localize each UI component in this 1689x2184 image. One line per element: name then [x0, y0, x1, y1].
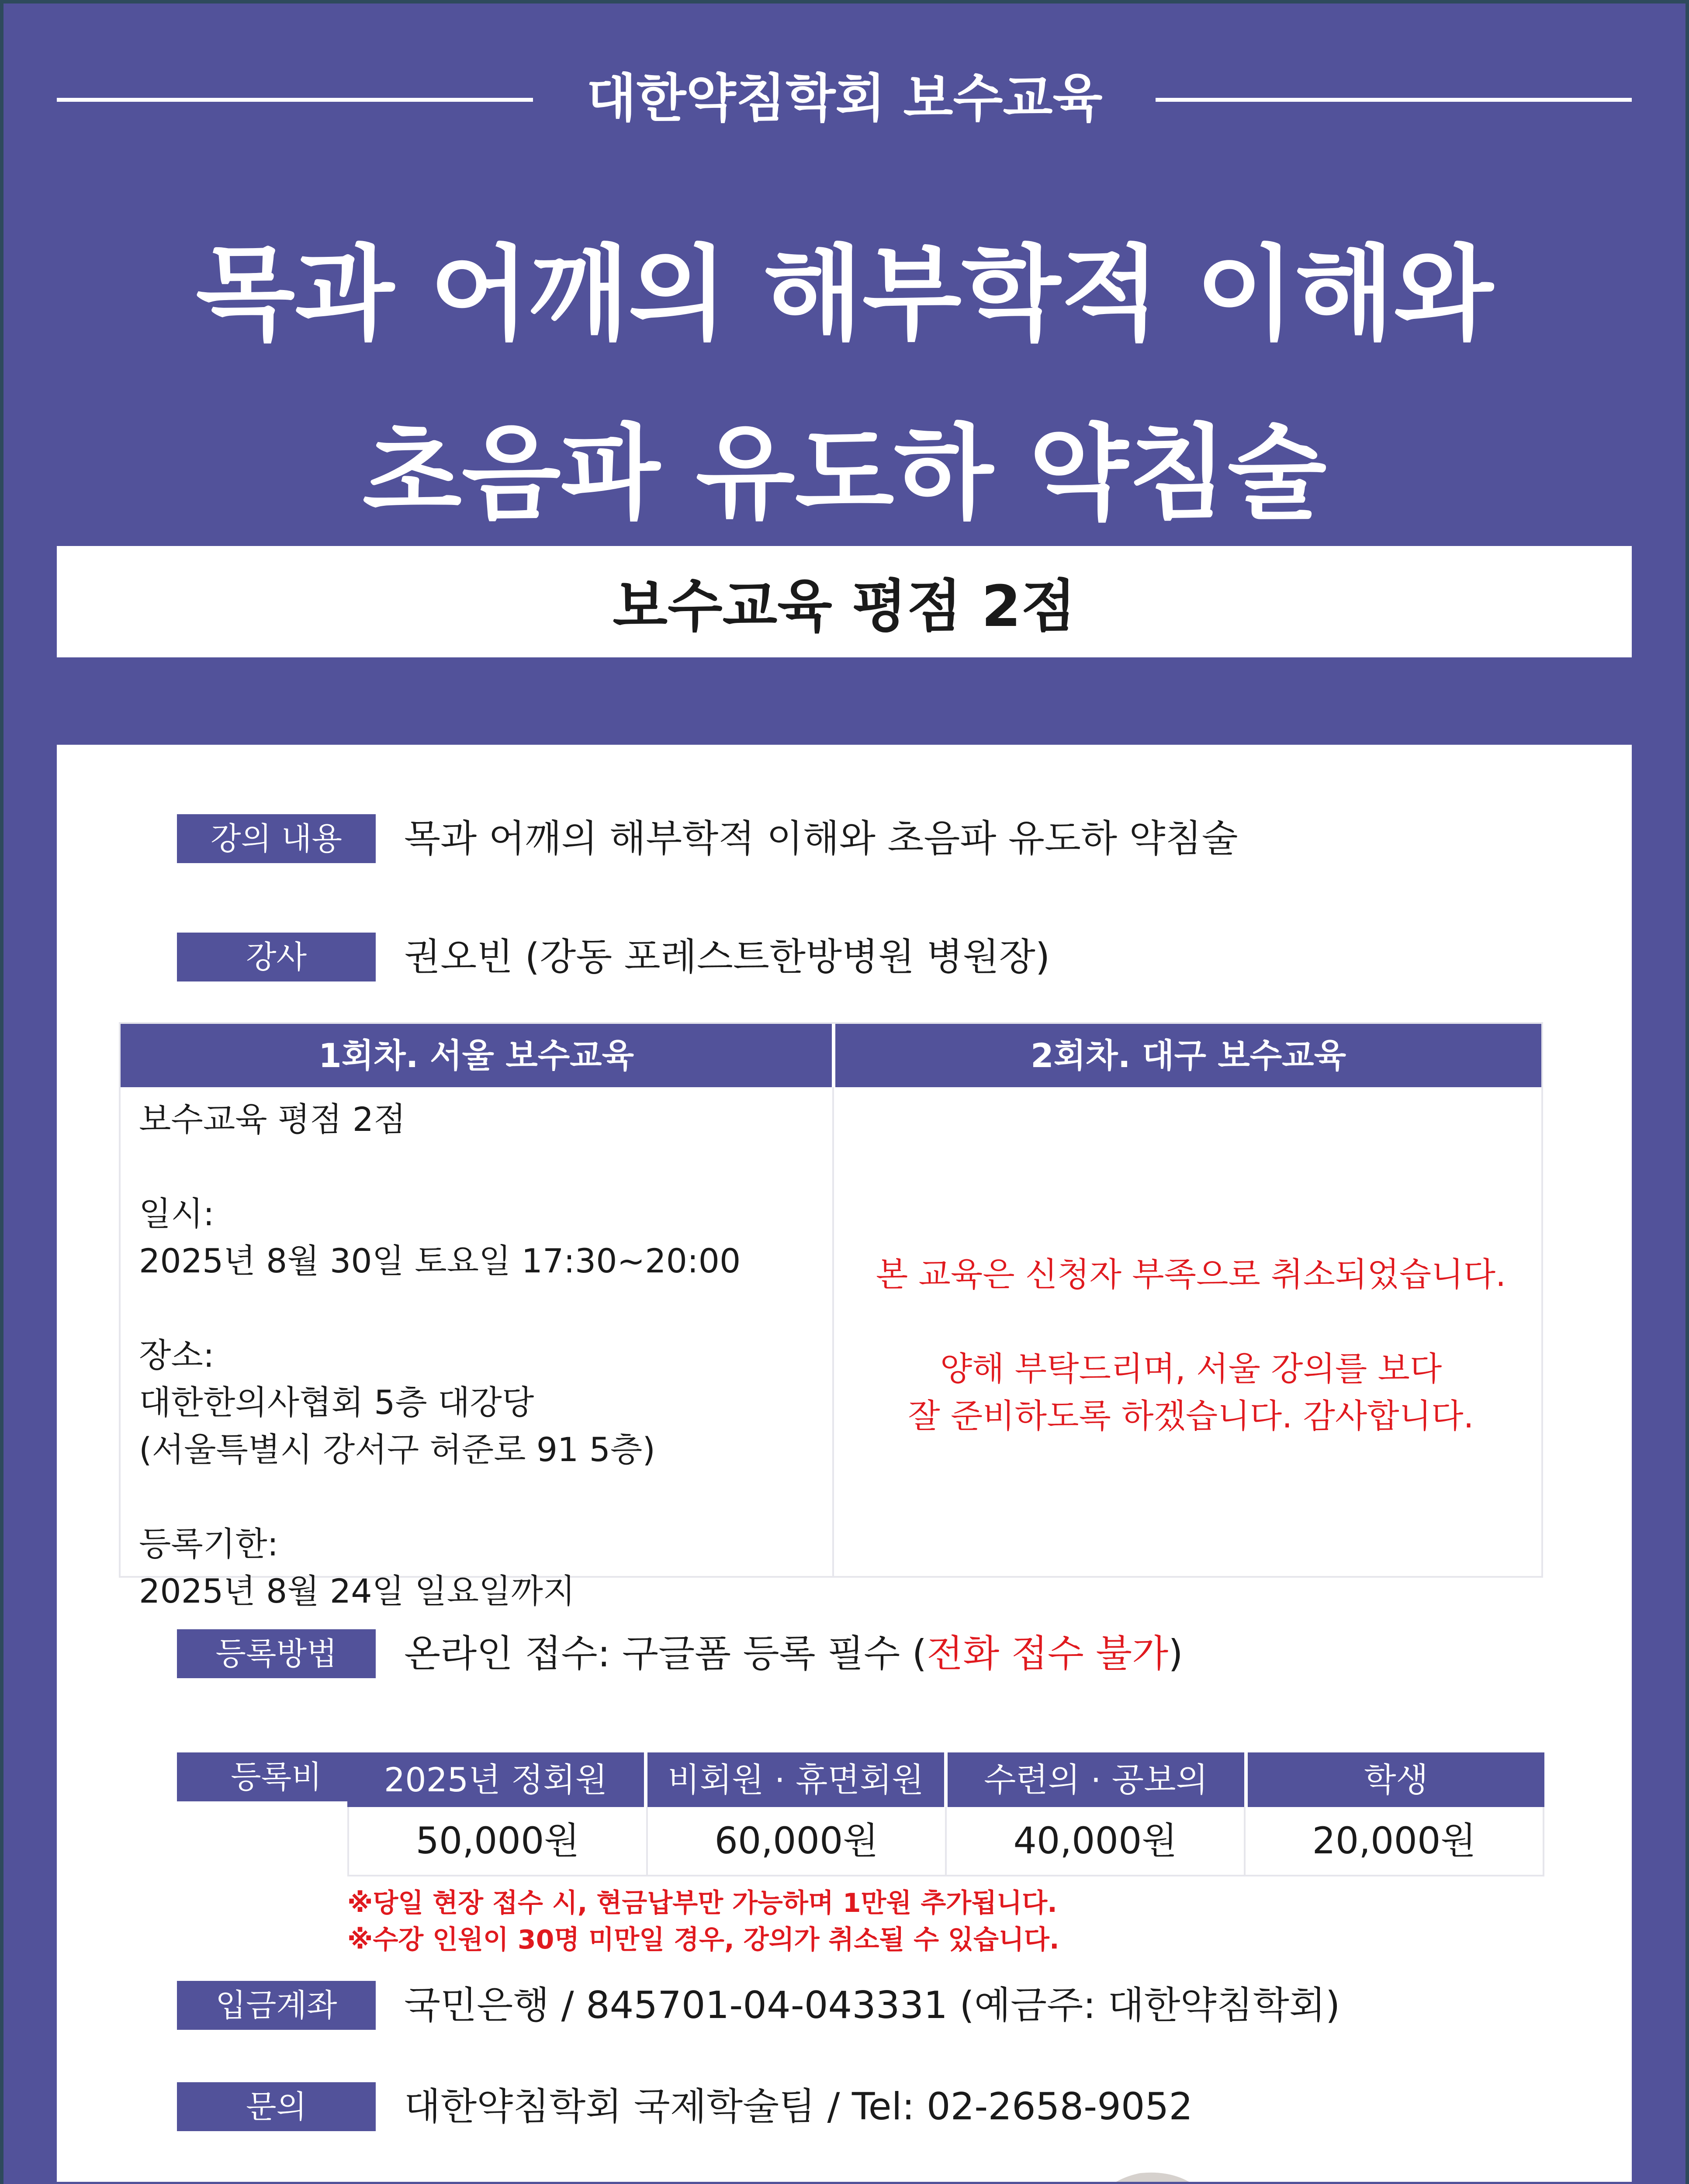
account-label: 입금계좌: [177, 1981, 376, 2030]
account-value: 국민은행 / 845701-04-043331 (예금주: 대한약침학회): [404, 1984, 1340, 2027]
fee-value-member: 50,000원: [347, 1807, 646, 1876]
fee-value-row: [347, 1807, 1544, 1876]
s1-date-label: 일시:: [139, 1194, 215, 1233]
content-value: 목과 어깨의 해부학적 이해와 초음파 유도하 약침술: [404, 817, 1238, 860]
fee-header-member: 2025년 정회원: [347, 1752, 644, 1807]
fee-note-cancel: ※수강 인원이 30명 미만일 경우, 강의가 취소될 수 있습니다.: [347, 1925, 1059, 1955]
s2-notice-line3: 잘 준비하도록 하겠습니다. 감사합니다.: [908, 1396, 1474, 1435]
fee-header-resident: 수련의 · 공보의: [944, 1752, 1244, 1807]
s1-place-label: 장소:: [139, 1336, 215, 1375]
s1-address: (서울특별시 강서구 허준로 91 5층): [139, 1430, 655, 1469]
main-title-line1: 목과 어깨의 해부학적 이해와: [196, 235, 1493, 354]
org-header: 대한약침학회 보수교육: [586, 68, 1103, 128]
s1-deadline: 2025년 8월 24일 일요일까지: [139, 1572, 575, 1610]
header-divider-right: [1156, 98, 1632, 102]
lecturer-value: 권오빈 (강동 포레스트한방병원 병원장): [404, 935, 1050, 979]
header-divider-left: [57, 98, 533, 102]
no-phone-registration: 전화 접수 불가: [927, 1632, 1169, 1676]
registration-label: 등록방법: [177, 1629, 376, 1678]
registration-text: 온라인 접수: 구글폼 등록 필수 (: [404, 1632, 927, 1676]
s1-credit: 보수교육 평점 2점: [139, 1100, 406, 1139]
s2-notice-line1: 본 교육은 신청자 부족으로 취소되었습니다.: [876, 1255, 1506, 1294]
main-title-line2: 초음파 유도하 약침술: [362, 414, 1327, 533]
s1-date: 2025년 8월 30일 토요일 17:30~20:00: [139, 1241, 741, 1280]
fee-header-nonmember: 비회원 · 휴면회원: [644, 1752, 944, 1807]
fee-value-resident: 40,000원: [945, 1807, 1244, 1876]
session-table: [119, 1022, 1543, 1610]
s1-deadline-label: 등록기한:: [139, 1524, 279, 1563]
fee-header-row: [347, 1752, 1544, 1807]
credit-banner: [57, 546, 1632, 657]
fee-value-student: 20,000원: [1244, 1807, 1544, 1876]
fee-header-student: 학생: [1244, 1752, 1544, 1807]
s1-place: 대한한의사협회 5층 대강당: [139, 1383, 534, 1422]
registration-suffix: ): [1168, 1632, 1183, 1676]
fee-label: 등록비: [177, 1752, 376, 1801]
contact-value: 대한약침학회 국제학술팀 / Tel: 02-2658-9052: [404, 2085, 1193, 2129]
s2-notice-line2: 양해 부탁드리며, 서울 강의를 보다: [940, 1349, 1442, 1388]
session1-header: 1회차. 서울 보수교육: [121, 1024, 832, 1087]
fee-value-nonmember: 60,000원: [646, 1807, 945, 1876]
lecturer-label: 강사: [177, 933, 376, 981]
fee-note-onsite: ※당일 현장 접수 시, 현금납부만 가능하며 1만원 추가됩니다.: [347, 1888, 1057, 1918]
fee-notes: [347, 1885, 1059, 1958]
contact-label: 문의: [177, 2082, 376, 2131]
session-column-border: [832, 1087, 834, 1576]
credit-text: 보수교육 평점 2점: [613, 573, 1076, 639]
session1-details: [139, 1096, 820, 1615]
session2-header: 2회차. 대구 보수교육: [835, 1024, 1541, 1087]
content-label: 강의 내용: [177, 814, 376, 863]
session2-cancel-notice: [846, 1251, 1536, 1440]
fee-table: [347, 1752, 1544, 1876]
registration-value: [404, 1628, 1183, 1680]
main-title: [66, 205, 1623, 563]
